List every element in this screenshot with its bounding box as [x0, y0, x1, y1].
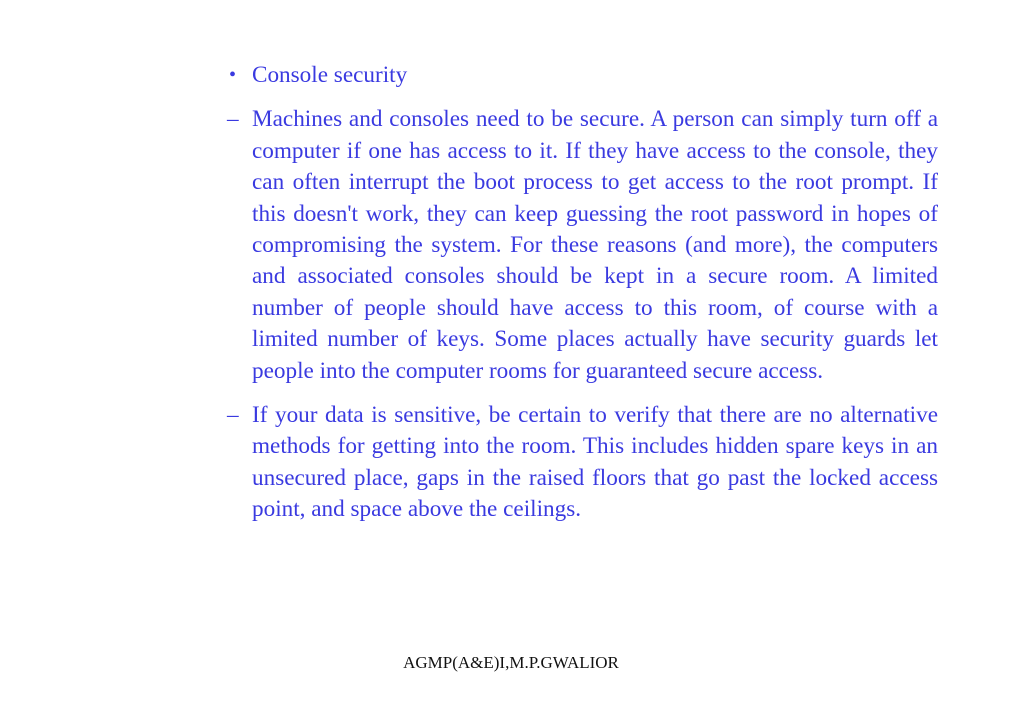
dash-marker: – — [227, 106, 239, 133]
paragraph-item — [227, 400, 938, 526]
paragraph-text: If your data is sensitive, be certain to verify that there are no alternative methods for getting into the room. This includes hidden spare keys in an unsecured place, gaps in the raised floors that go past the locked access point, and space above the ceilings. — [252, 402, 938, 523]
slide-heading: Console security — [252, 62, 408, 88]
footer — [0, 652, 1024, 674]
dash-marker: – — [227, 402, 239, 429]
slide-content — [227, 60, 938, 526]
heading-item — [227, 60, 938, 91]
footer-text: AGMP(A&E)I,M.P.GWALIOR — [403, 653, 619, 672]
bullet-marker: • — [229, 64, 237, 86]
paragraph-text: Machines and consoles need to be secure. A person can simply turn off a computer if one has access to it. If they have access to the console, they can often interrupt the boot process to get access to the root prompt. If this doesn't work, they can keep guessing the root password in hopes of compromising the system. For these reasons (and more), the computers and associated consoles should be kept in a secure room. A limited number of people should have access to this room, of course with a limited number of keys. Some places actually have security guards let people into the computer rooms for guaranteed secure access. — [252, 106, 938, 384]
paragraph-item — [227, 104, 938, 387]
